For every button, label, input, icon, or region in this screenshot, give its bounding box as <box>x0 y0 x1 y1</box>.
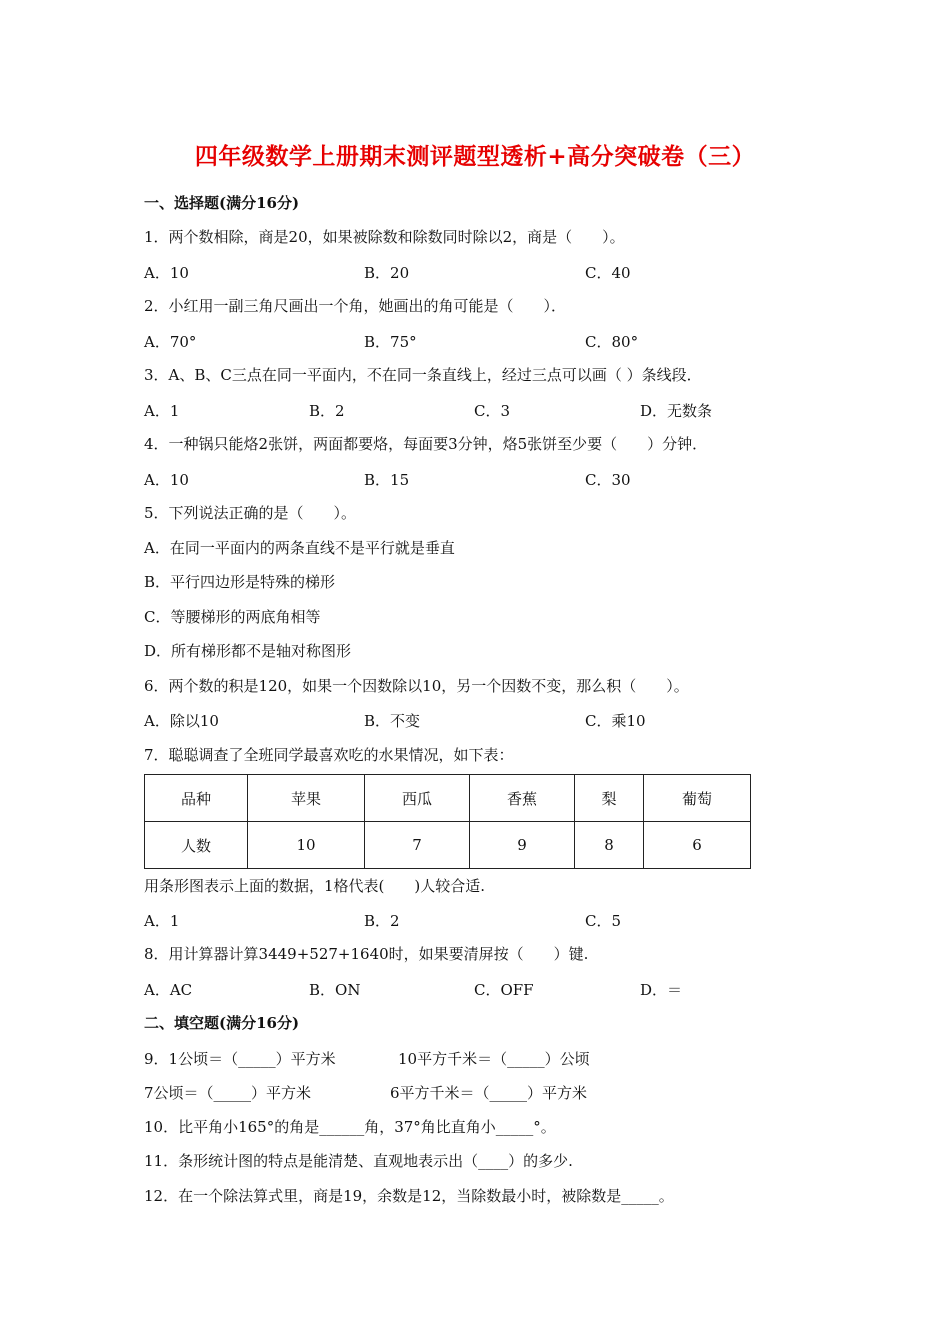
table-cell: 苹果 <box>248 775 365 822</box>
question-11: 11．条形统计图的特点是能清楚、直观地表示出（____）的多少. <box>144 1152 573 1170</box>
question-10: 10．比平角小165°的角是______角，37°角比直角小_____°。 <box>144 1118 556 1136</box>
question-6: 6．两个数的积是120，如果一个因数除以10，另一个因数不变，那么积（ ）。 <box>144 677 689 695</box>
q3-option-c: C．3 <box>474 402 511 420</box>
question-9-part-2: 10平方千米＝（_____）公顷 <box>398 1050 590 1068</box>
question-4: 4．一种锅只能烙2张饼，两面都要烙，每面要3分钟，烙5张饼至少要（ ）分钟． <box>144 435 708 453</box>
table-cell: 6 <box>644 822 751 869</box>
q3-option-a: A．1 <box>144 402 180 420</box>
question-9-part-4: 6平方千米＝（_____）平方米 <box>390 1084 588 1102</box>
table-cell: 7 <box>365 822 470 869</box>
question-9-part-3: 7公顷＝（_____）平方米 <box>144 1084 312 1102</box>
q2-option-c: C．80° <box>585 333 639 351</box>
table-cell: 9 <box>470 822 575 869</box>
question-1: 1．两个数相除，商是20，如果被除数和除数同时除以2，商是（ ）。 <box>144 228 625 246</box>
table-cell: 西瓜 <box>365 775 470 822</box>
table-cell: 梨 <box>575 775 644 822</box>
q4-option-a: A．10 <box>144 471 189 489</box>
table-row <box>145 775 751 822</box>
q3-option-d: D．无数条 <box>640 402 713 420</box>
q6-option-c: C．乘10 <box>585 712 646 730</box>
q5-option-b: B．平行四边形是特殊的梯形 <box>144 573 336 591</box>
table-row <box>145 822 751 869</box>
table-cell: 8 <box>575 822 644 869</box>
page-title: 四年级数学上册期末测评题型透析+高分突破卷（三） <box>194 143 756 170</box>
fruit-survey-table <box>144 774 751 869</box>
q7-option-c: C．5 <box>585 912 622 930</box>
question-3: 3．A、B、C三点在同一平面内，不在同一条直线上，经过三点可以画（ ）条线段． <box>144 366 702 384</box>
q8-option-b: B．ON <box>309 981 361 999</box>
table-cell: 香蕉 <box>470 775 575 822</box>
q7-option-b: B．2 <box>364 912 400 930</box>
q8-option-c: C．OFF <box>474 981 534 999</box>
table-cell: 人数 <box>145 822 248 869</box>
question-5: 5．下列说法正确的是（ ）。 <box>144 504 357 522</box>
section-heading-fill: 二、填空题(满分16分) <box>144 1014 300 1032</box>
question-2: 2．小红用一副三角尺画出一个角，她画出的角可能是（ ）． <box>144 297 567 315</box>
question-7: 7．聪聪调查了全班同学最喜欢吃的水果情况，如下表： <box>144 746 514 764</box>
table-cell: 葡萄 <box>644 775 751 822</box>
q6-option-a: A．除以10 <box>144 712 219 730</box>
question-8: 8．用计算器计算3449+527+1640时，如果要清屏按（ ）键. <box>144 945 589 963</box>
q1-option-c: C．40 <box>585 264 631 282</box>
q1-option-a: A．10 <box>144 264 189 282</box>
question-7-prompt: 用条形图表示上面的数据，1格代表( )人较合适. <box>144 877 486 895</box>
table-cell: 品种 <box>145 775 248 822</box>
section-heading-choice: 一、选择题(满分16分) <box>144 194 300 212</box>
q7-option-a: A．1 <box>144 912 180 930</box>
q4-option-c: C．30 <box>585 471 631 489</box>
q8-option-d: D．＝ <box>640 981 683 999</box>
q2-option-b: B．75° <box>364 333 417 351</box>
q5-option-a: A．在同一平面内的两条直线不是平行就是垂直 <box>144 539 455 557</box>
table-cell: 10 <box>248 822 365 869</box>
question-12: 12．在一个除法算式里，商是19，余数是12，当除数最小时，被除数是_____。 <box>144 1187 674 1205</box>
q5-option-d: D．所有梯形都不是轴对称图形 <box>144 642 352 660</box>
q8-option-a: A．AC <box>144 981 193 999</box>
question-9-part-1: 9．1公顷＝（_____）平方米 <box>144 1050 336 1068</box>
q5-option-c: C．等腰梯形的两底角相等 <box>144 608 321 626</box>
q3-option-b: B．2 <box>309 402 345 420</box>
q2-option-a: A．70° <box>144 333 197 351</box>
q6-option-b: B．不变 <box>364 712 421 730</box>
q4-option-b: B．15 <box>364 471 410 489</box>
q1-option-b: B．20 <box>364 264 410 282</box>
